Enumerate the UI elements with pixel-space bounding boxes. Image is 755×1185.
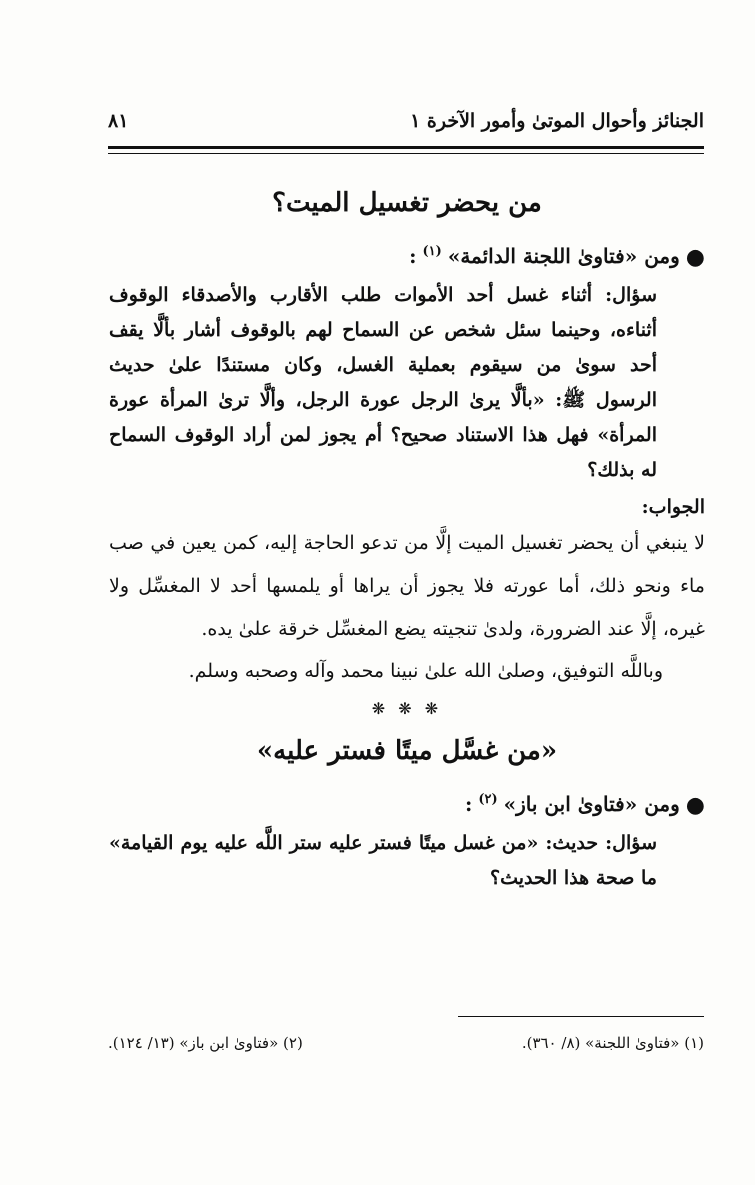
footnote-rule [458, 1016, 704, 1017]
answer-text: لا ينبغي أن يحضر تغسيل الميت إلَّا من تدعو الحاجة إليه، كمن يعين في صب ماء ونحو ذلك، أما عورته فلا يجوز أن يراها أو يلمسها أحد لا المغسِّل ولا غيره، إلَّا عند الضرورة، ولدىٰ تنجيته يضع المغسِّل خرقة علىٰ يده. [109, 532, 705, 640]
bullet-icon: ● [685, 244, 705, 270]
fatwa-source: ● ومن «فتاوىٰ اللجنة الدائمة» (١) : [409, 244, 705, 270]
footnote-ref: (١) [422, 244, 442, 259]
footnote-ref: (٢) [478, 792, 498, 807]
page-header [108, 104, 704, 138]
answer-label: الجواب: [641, 496, 705, 518]
separator-stars: ❋ ❋ ❋ [371, 699, 443, 718]
fatwa-source: ● ومن «فتاوىٰ ابن باز» (٢) : [464, 792, 705, 818]
closing-text: وباللَّه التوفيق، وصلىٰ الله علىٰ نبينا محمد وآله وصحبه وسلم. [188, 660, 663, 682]
page-body [109, 180, 705, 904]
section-title: «من غسَّل ميتًا فستر عليه» [256, 736, 558, 766]
question-text: سؤال: حديث: «من غسل ميتًا فستر عليه ستر اللَّه عليه يوم القيامة» ما صحة هذا الحديث؟ [109, 832, 657, 889]
running-title: الجنائز وأحوال الموتىٰ وأمور الآخرة ١ [410, 110, 704, 132]
section-title: من يحضر تغسيل الميت؟ [272, 188, 542, 218]
source-text: ومن «فتاوىٰ اللجنة الدائمة» [447, 244, 680, 268]
source-text: ومن «فتاوىٰ ابن باز» [503, 792, 680, 816]
bullet-icon: ● [685, 792, 705, 818]
footnotes [108, 1034, 704, 1052]
header-rule-thick [108, 146, 704, 149]
footnote-2: (٢) «فتاوىٰ ابن باز» (١٣/ ١٢٤). [108, 1034, 303, 1052]
page-number: ٨١ [108, 110, 129, 132]
header-rule-thin [108, 153, 704, 154]
footnote-1: (١) «فتاوىٰ اللجنة» (٨/ ٣٦٠). [521, 1034, 704, 1052]
question-text: سؤال: أثناء غسل أحد الأموات طلب الأقارب والأصدقاء الوقوف أثناءه، وحينما سئل شخص عن السماح لهم بالوقوف أشار بألَّا يقف أحد سوىٰ من سيقوم بعملية الغسل، وكان مستندًا علىٰ حديث الرسول ﷺ: «بألَّا يرىٰ الرجل عورة الرجل، وألَّا ترىٰ المرأة عورة المرأة» فهل هذا الاستناد صحيح؟ أم يجوز لمن أراد الوقوف السماح له بذلك؟ [109, 284, 657, 481]
